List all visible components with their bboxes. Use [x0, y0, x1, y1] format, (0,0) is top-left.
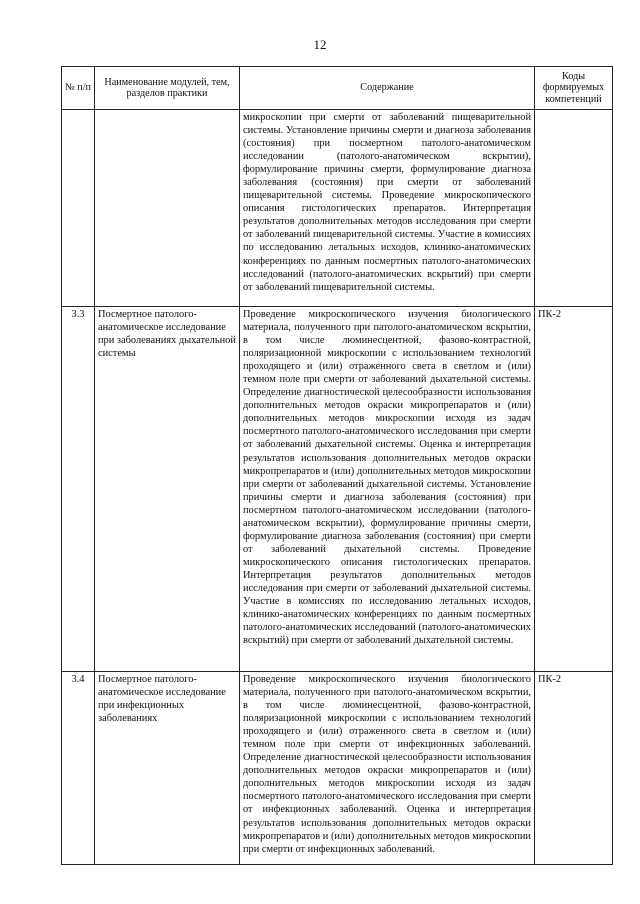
- row-name: [95, 110, 240, 307]
- row-code: ПК-2: [535, 307, 613, 672]
- row-num: [62, 110, 95, 307]
- header-content: Содержание: [240, 67, 535, 110]
- row-num: 3.4: [62, 672, 95, 865]
- header-name: Наименование модулей, тем, разделов практики: [95, 67, 240, 110]
- row-name: Посмертное патолого-анатомическое исследование при инфекционных заболеваниях: [95, 672, 240, 865]
- table-row: [62, 672, 613, 865]
- row-code: ПК-2: [535, 672, 613, 865]
- table-row: [62, 307, 613, 672]
- table-header-row: [62, 67, 613, 110]
- practice-content-table: [61, 66, 613, 865]
- row-content: микроскопии при смерти от заболеваний пищеварительной системы. Установление причины смерти и диагноза заболевания (состояния) при посмертном патолого-анатомическом исследовании (патолого-анатомическом вскрытии), формулирование причины смерти, формулирование диагноза заболевания (состояния) при смерти от заболеваний пищеварительной системы. Проведение микроскопического описания гистологических препаратов. Интерпретация результатов дополнительных методов исследования при смерти от заболеваний пищеварительной системы. Участие в комиссиях по исследованию летальных исходов, клинико-анатомических конференциях по данным посмертных патолого-анатомических исследований (патолого-анатомических вскрытий) при смерти от заболеваний пищеварительной системы.: [240, 110, 535, 307]
- header-codes: Коды формируемых компетенций: [535, 67, 613, 110]
- page-number: 12: [313, 37, 327, 52]
- table-row: [62, 110, 613, 307]
- row-name: Посмертное патолого-анатомическое исследование при заболеваниях дыхательной системы: [95, 307, 240, 672]
- row-code: [535, 110, 613, 307]
- row-content: Проведение микроскопического изучения биологического материала, полученного при патолого-анатомическом вскрытии, в том числе люминесцентной, фазово-контрастной, поляризационной микроскопии с использованием технологий проходящего и (или) отраженного света в светлом и (или) темном поле при смерти от инфекционных заболеваний. Определение диагностической целесообразности использования дополнительных методов окраски микропрепаратов и (или) дополнительных методов микроскопии исходя из задач посмертного патолого-анатомического исследования при смерти от инфекционных заболеваний. Оценка и интерпретация результатов использования дополнительных методов окраски микропрепаратов и (или) дополнительных методов микроскопии при смерти от инфекционных заболеваний.: [240, 672, 535, 865]
- row-content: Проведение микроскопического изучения биологического материала, полученного при патолого-анатомическом вскрытии, в том числе люминесцентной, фазово-контрастной, поляризационной микроскопии с использованием технологий проходящего и (или) отраженного света в светлом и (или) темном поле при смерти от заболеваний дыхательной системы. Определение диагностической целесообразности использования дополнительных методов окраски микропрепаратов и (или) дополнительных методов микроскопии исходя из задач посмертного патолого-анатомического исследования при смерти от заболеваний дыхательной системы. Оценка и интерпретация результатов использования дополнительных методов окраски микропрепаратов и (или) дополнительных методов микроскопии при смерти от заболеваний дыхательной системы. Установление причины смерти и диагноза заболевания (состояния) при посмертном патолого-анатомическом исследовании (патолого-анатомическом вскрытии), формулирование причины смерти, формулирование диагноза заболевания (состояния) при смерти от заболеваний дыхательной системы. Проведение микроскопического описания гистологических препаратов. Интерпретация результатов дополнительных методов исследования при смерти от заболеваний дыхательной системы. Участие в комиссиях по исследованию летальных исходов, клинико-анатомических конференциях по данным посмертных патолого-анатомических исследований (патолого-анатомических вскрытий) при смерти от заболеваний дыхательной системы.: [240, 307, 535, 672]
- header-num: № п/п: [62, 67, 95, 110]
- row-num: 3.3: [62, 307, 95, 672]
